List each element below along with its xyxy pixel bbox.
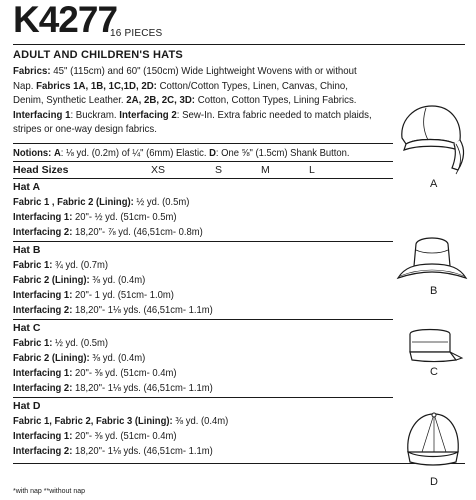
- hat-b-line-3-label: Interfacing 1:: [13, 289, 73, 301]
- fabrics-group-1: Fabrics 1A, 1B, 1C,1D, 2D:: [36, 79, 157, 92]
- hat-c-line-2-value: ⅜ yd. (0.4m): [89, 352, 146, 364]
- hat-a-line-3-label: Interfacing 2:: [13, 226, 73, 238]
- hat-c-line-3: [13, 367, 177, 379]
- hat-d-line-1: [13, 415, 228, 427]
- hat-c-line-4-value: 18,20"- 1⅛ yds. (46,51cm- 1.1m): [72, 382, 213, 394]
- hat-c-line-1-label: Fabric 1:: [13, 337, 53, 349]
- divider-hat-b: [13, 319, 393, 320]
- divider-notions-top: [13, 143, 393, 144]
- fabrics-text-3: Cotton, Cotton Types, Lining Fabrics.: [195, 94, 357, 107]
- hat-a-illustration: [396, 98, 470, 176]
- divider-hat-d: [13, 463, 465, 464]
- hat-d-title: Hat D: [13, 400, 41, 412]
- hat-a-line-3: [13, 226, 203, 238]
- hat-a-line-2-value: 20"- ½ yd. (51cm- 0.5m): [72, 211, 177, 223]
- hat-b-line-1-value: ¾ yd. (0.7m): [52, 259, 109, 271]
- divider-hat-a: [13, 241, 393, 242]
- fabrics-text-1: 45" (115cm) and 60" (150cm) Wide Lightweight Wovens with or without Nap.: [13, 65, 357, 92]
- hat-b-line-1: [13, 259, 108, 271]
- figure-label-a: A: [430, 178, 438, 190]
- hat-a-line-1-label: Fabric 1 , Fabric 2 (Lining):: [13, 196, 134, 208]
- divider-sizes-bottom: [13, 178, 393, 179]
- hat-a-line-1: [13, 196, 189, 208]
- hat-d-line-3: [13, 445, 213, 457]
- head-sizes-label: Head Sizes: [13, 164, 69, 176]
- fabrics-group-2: 2A, 2B, 2C, 3D:: [126, 94, 196, 107]
- hat-b-line-1-label: Fabric 1:: [13, 259, 53, 271]
- hat-c-title: Hat C: [13, 322, 41, 334]
- hat-d-illustration: [400, 406, 466, 470]
- head-sizes-row: [13, 164, 393, 178]
- notions-line: [13, 147, 350, 159]
- hat-b-line-3-value: 20"- 1 yd. (51cm- 1.0m): [72, 289, 174, 301]
- hat-c-line-4: [13, 382, 213, 394]
- hat-d-line-1-value: ⅜ yd. (0.4m): [172, 415, 229, 427]
- hat-d-line-1-label: Fabric 1, Fabric 2, Fabric 3 (Lining):: [13, 415, 173, 427]
- interfacing-1-label: Interfacing 1: [13, 108, 71, 121]
- hat-d-line-3-label: Interfacing 2:: [13, 445, 73, 457]
- header-divider: [13, 44, 465, 45]
- fabrics-text-5: : Sew-In. Extra fabric needed to match plaids, stripes or one-way design fabrics.: [13, 108, 372, 136]
- notions-label: Notions:: [13, 147, 52, 159]
- hat-a-line-2: [13, 211, 177, 223]
- notions-a-text: : ⅛ yd. (0.2m) of ¼" (6mm) Elastic.: [60, 147, 210, 159]
- notions-d-text: : One ⅝" (1.5cm) Shank Button.: [215, 147, 350, 159]
- hat-c-line-1: [13, 337, 108, 349]
- hat-b-illustration: [394, 232, 470, 286]
- hat-a-title: Hat A: [13, 181, 41, 193]
- divider-notions-bottom: [13, 161, 393, 162]
- hat-a-line-3-value: 18,20"- ⅞ yd. (46,51cm- 0.8m): [72, 226, 203, 238]
- fabrics-paragraph: [13, 64, 372, 137]
- hat-a-line-1-value: ½ yd. (0.5m): [133, 196, 190, 208]
- fabrics-label: Fabrics:: [13, 65, 51, 77]
- hat-b-title: Hat B: [13, 244, 41, 256]
- hat-c-line-2: [13, 352, 145, 364]
- piece-count: 16 PIECES: [110, 28, 163, 39]
- hat-c-line-3-value: 20"- ⅜ yd. (51cm- 0.4m): [72, 367, 177, 379]
- hat-c-illustration: [398, 326, 468, 366]
- hat-d-line-2-value: 20"- ⅜ yd. (51cm- 0.4m): [72, 430, 177, 442]
- notions-d-label: D: [209, 147, 216, 159]
- hat-b-line-3: [13, 289, 174, 301]
- size-xs: XS: [151, 164, 166, 176]
- fabrics-text-4: : Buckram.: [70, 108, 120, 121]
- size-s: S: [215, 164, 223, 176]
- hat-b-line-4: [13, 304, 213, 316]
- hat-d-line-3-value: 18,20"- 1⅛ yds. (46,51cm- 1.1m): [72, 445, 213, 457]
- notions-a-label: A: [53, 147, 61, 159]
- figure-label-c: C: [430, 366, 438, 378]
- hat-d-line-2-label: Interfacing 1:: [13, 430, 73, 442]
- size-m: M: [261, 164, 270, 176]
- hat-a-line-2-label: Interfacing 1:: [13, 211, 73, 223]
- size-l: L: [309, 164, 315, 176]
- hat-b-line-2: [13, 274, 145, 286]
- interfacing-2-label: Interfacing 2: [119, 108, 177, 121]
- figure-label-d: D: [430, 476, 438, 488]
- hat-c-line-3-label: Interfacing 1:: [13, 367, 73, 379]
- hat-b-line-4-label: Interfacing 2:: [13, 304, 73, 316]
- pattern-code: K4277: [13, 0, 118, 40]
- hat-c-line-4-label: Interfacing 2:: [13, 382, 73, 394]
- divider-hat-c: [13, 397, 393, 398]
- hat-c-line-2-label: Fabric 2 (Lining):: [13, 352, 90, 364]
- fabrics-text-2: Cotton/Cotton Types, Linen, Canvas, Chino, Denim, Synthetic Leather.: [13, 79, 348, 107]
- hat-b-line-2-value: ⅜ yd. (0.4m): [89, 274, 146, 286]
- footnote: *with nap **without nap: [13, 488, 85, 495]
- page-title: ADULT AND CHILDREN'S HATS: [13, 49, 183, 61]
- hat-b-line-2-label: Fabric 2 (Lining):: [13, 274, 90, 286]
- hat-c-line-1-value: ½ yd. (0.5m): [52, 337, 109, 349]
- hat-b-line-4-value: 18,20"- 1⅛ yds. (46,51cm- 1.1m): [72, 304, 213, 316]
- hat-d-line-2: [13, 430, 177, 442]
- figure-label-b: B: [430, 285, 438, 297]
